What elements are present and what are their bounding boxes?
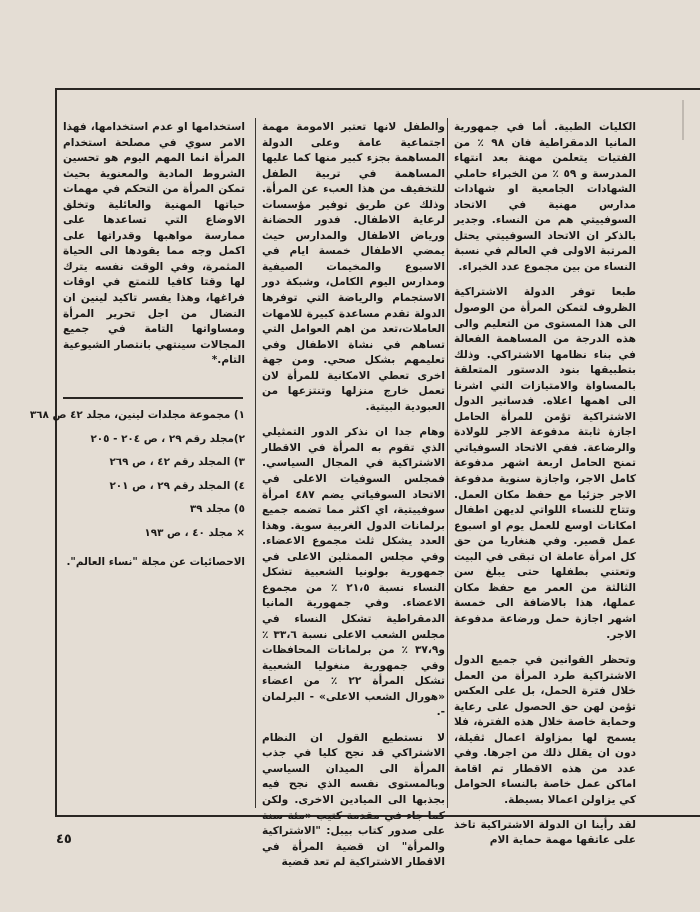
column-separator-left	[255, 118, 256, 808]
paragraph: وهام جدا ان نذكر الدور التمثيلي الذي تقوم به المرأة في الاقطار الاشتراكية في المجال السياسي. فمجلس السوفيات الاعلى في الاتحاد السوفياتي يضم ٤٨٧ امرأة سوفييتية، اي اكثر مما تضمه جميع برلمانات الدول الغربية سوية. وهذا العدد يشكل ثلث مجموع الاعضاء. وفي مجلس الممثلين الاعلى في جمهورية بولونيا الشعبية تشكل النساء نسبة ٢١،٥ ٪ من مجموع الاعضاء. وفي جمهورية المانيا الدمقراطية تشكل النساء في مجلس الشعب الاعلى نسبة ٣٣،٦ ٪ و٣٧،٩ ٪ من برلمانات المحافظات وفي جمهورية منغوليا الشعبية تشكل المرأة ٢٢ ٪ من اعضاء «هورال الشعب الاعلى» - البرلمان -.	[262, 426, 446, 719]
article-column-3	[63, 120, 245, 390]
scan-artifact	[682, 100, 684, 140]
footnote-item: ٣) المجلد رقم ٤٢ ، ص ٢٦٩	[109, 456, 245, 469]
paragraph: والطفل لانها تعتبر الامومة مهمة اجتماعية عامة وعلى الدولة المساهمة بجزء كبير منها كما عليها المساهمة في تربية الطفل للتخفيف من هذا العبء عن المرأة. وذلك عن طريق توفير مؤسسات لرعاية الاطفال. فدور الحضانة ورياض الاطفال والمدارس حيث يمضي الاطفال خمسة ايام في الاسبوع والمخيمات الصيفية ومدارس اليوم الكامل، وشبكة دور الاستجمام والرياضة التي توفرها الدولة تقدم مساعدة كبيرة للامهات العاملات،تعد من اهم العوامل التي تساهم في نشاة الاطفال وفي تعليمهم بشكل صحي. ومن جهة اخرى تعطي الامكانية للمرأة لان تعمل خارج منزلها وتنتزعها من العبودية البيتية.	[262, 121, 445, 413]
statistics-source-note: الاحصائيات عن مجلة "نساء العالم".	[66, 556, 245, 568]
column-separator-right	[447, 118, 448, 808]
paragraph: وتحظر القوانين في جميع الدول الاشتراكية طرد المرأة من العمل خلال فترة الحمل، بل على العكس تؤمن لهن حق الحصول على رعاية وحماية خاصة خلال هذه الفترة، فلا يسمح لها بمزاولة اعمال ثقيلة، دون ان يقلل ذلك من اجرها. وفي عدد من هذه الاقطار تم اقامة اماكن عمل خاصة بالنساء الحوامل كي يزاولن اعمالا بسيطة.	[454, 654, 636, 806]
paragraph: لقد رأينا ان الدولة الاشتراكية تاخذ على عاتقها مهمة حماية الام	[454, 818, 636, 847]
paragraph: استخدامها او عدم استخدامها، فهذا الامر سوي في مصلحة استخدام المرأة انما المهم اليوم هو تحسين الشروط المادية والمعنوية بحيث تمكن المرأة من التحكم في مهمات حياتها المهنية والعائلية وتخلق الاوضاع التي تساعدها على ممارسة مواهبها وقدراتها على اكمل وجه مما يقودها الى الحياة المثمرة، وفي الوقت نفسه يترك لها وقتا كافيا للتمتع في اوقات فراغها، وهذا يفسر تاكيد لينين ان النضال من اجل تحرير المرأة ومساواتها التامة في جميع المجالات سينتهي بانتصار الشيوعية التام.*	[63, 121, 245, 367]
footnote-item: × مجلد ٤٠ ، ص ١٩٣	[144, 526, 245, 539]
paragraph: طبعا توفر الدولة الاشتراكية الظروف لتمكن المرأة من الوصول الى هذا المستوى من التعليم والى هذه الدرجة من المساهمة الفعالة في بناء نظامها الاشتراكي. وذلك بتطبيقها بنود الدستور المتعلقة بالمساواة والامتيازات التي اشرنا الى اهمها اعلاه. فدساتير الدول الاشتراكية تؤمن للمرأة الحامل اجازة ثابتة مدفوعة الاجر للولادة والرضاعة. ففي الاتحاد السوفياتي تمنح الحامل اربعة اشهر مدفوعة كامل الاجر، واجازة سنوية مدفوعة الاجر جزئيا مع حفظ مكان العمل. وتتاح للنساء اللواتي لديهن اطفال امكانات اوسع للعمل يوم او اسبوع عمل قصير. وفي هنغاريا من حق كل امرأة عاملة ان تبقى في البيت وتعتني بطفلها حتى يبلغ سن الثالثة من العمر مع حفظ مكان عملها، هذا بالاضافة الى خمسة اشهر اجازة حمل ورضاعة مدفوعة الاجر.	[454, 286, 636, 641]
left-frame-rule	[55, 88, 57, 816]
page-number: ٤٥	[56, 832, 72, 847]
article-column-2	[262, 120, 446, 869]
footnote-rule	[63, 397, 243, 399]
article-column-1	[454, 120, 637, 847]
footnote-item: ٥) مجلد ٣٩	[189, 503, 245, 516]
footnote-item: ٤) المجلد رقم ٢٩ ، ص ٢٠١	[109, 479, 245, 492]
footnote-item: ٢)مجلد رقم ٢٩ ، ص ٢٠٤ - ٢٠٥	[90, 432, 245, 445]
footnotes	[29, 404, 245, 546]
top-frame-rule	[55, 88, 700, 90]
footnote-item: ١) مجموعة مجلدات لينين، مجلد ٤٢ ص ٣٦٨	[29, 409, 245, 421]
paragraph: لا نستطيع القول ان النظام الاشتراكي قد نجح كليا في جذب المرأة الى الميدان السياسي وبالمستوى نفسه الذي نجح فيه بجذبها الى الميادين الاخرى. ولكن كما جاء في مقدمة كتيب «مئة سنة على صدور كتاب بيبل: "الاشتراكية والمرأة" ان قضية المرأة في الاقطار الاشتراكية لم تعد قضية	[262, 731, 445, 869]
paragraph: الكليات الطبية. أما في جمهورية المانيا الدمقراطية فان ٩٨ ٪ من الفتيات يتعلمن مهنة بعد انتهاء المدرسة و ٥٩ ٪ من الخبراء حاملي الشهادات الجامعية او شهادات مدارس مهنية في الاتحاد السوفييتي هم من النساء. وجدير بالذكر ان الاتحاد السوفييتي يحتل المرتبة الاولى في العالم في نسبة النساء من بين مجموع عدد الخبراء.	[454, 121, 637, 273]
